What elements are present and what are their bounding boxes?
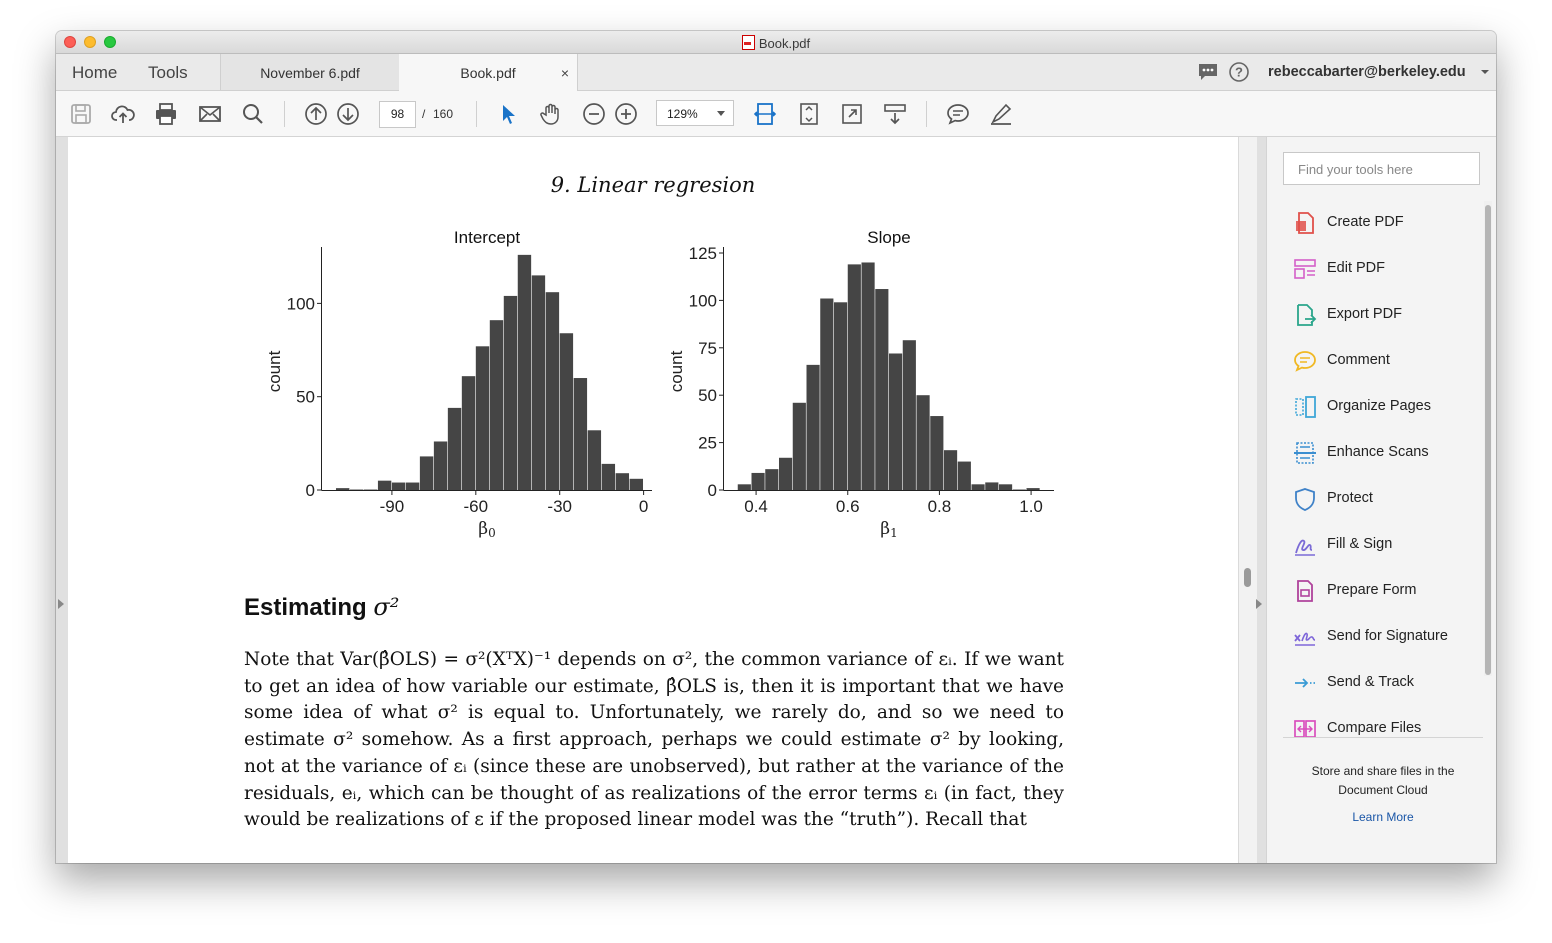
organize-pages-icon [1293, 395, 1317, 419]
histogram-bar [420, 456, 433, 490]
tool-label: Create PDF [1327, 214, 1404, 230]
tab-label: Book.pdf [460, 65, 516, 81]
tool-label: Send & Track [1327, 674, 1415, 690]
learn-more-link[interactable]: Learn More [1352, 810, 1414, 824]
cloud-text: Store and share files in the Document Cloud [1311, 764, 1455, 797]
histogram-bar [630, 479, 643, 490]
tool-send-track[interactable] [1283, 669, 1483, 697]
edit-pdf-icon [1293, 257, 1317, 281]
print-icon[interactable] [154, 102, 178, 126]
y-tick-label: 75 [698, 338, 717, 358]
nav-tools[interactable]: Tools [148, 63, 188, 82]
send-signature-icon [1293, 625, 1317, 649]
tab-book[interactable] [399, 54, 578, 91]
histogram-bar [336, 488, 349, 490]
messages-icon[interactable] [1197, 61, 1219, 83]
histogram-bar [504, 296, 517, 490]
x-axis-label: β0 [478, 519, 496, 540]
tool-prepare-form[interactable] [1283, 577, 1483, 605]
intercept-histogram [258, 227, 658, 547]
full-screen-icon[interactable] [840, 102, 864, 126]
tools-scrollbar[interactable] [1484, 201, 1492, 676]
previous-page-icon[interactable] [304, 102, 328, 126]
pdf-file-icon [742, 35, 755, 50]
y-tick-label: 100 [688, 291, 717, 311]
histogram-bar [546, 292, 559, 490]
histogram-bar [862, 262, 875, 490]
chevron-down-icon [717, 111, 725, 117]
toolbar-divider [926, 101, 927, 127]
enhance-scans-icon [1293, 441, 1317, 465]
page-separator: / [422, 107, 426, 121]
body-paragraph: Note that Var(β̂OLS) = σ²(XᵀX)⁻¹ depends on σ², the common variance of εᵢ. If we want to get an idea of how variable our estimate, β̂OLS is, then it is important that we have some idea of what σ² is equal to. Unfortunately, we rarely do, and so we need to estimate σ² somehow. As a first approach, perhaps we could estimate σ² by looking, not at the variance of εᵢ (since these are unobserved), but rather at the variance of the residuals, eᵢ, which can be thought of as realizations of the error terms εᵢ (in fact, they would be realizations of ε if the proposed linear model was the “truth”). Recall that [244, 649, 1064, 831]
export-pdf-icon [1293, 303, 1317, 327]
histogram-bar [588, 430, 601, 490]
scrollbar-thumb[interactable] [1244, 568, 1251, 587]
histogram-bar [793, 403, 806, 490]
x-axis-label: β1 [880, 519, 898, 540]
highlight-pen-icon[interactable] [989, 102, 1013, 126]
histogram-bar [560, 333, 573, 490]
toolbar-divider [476, 101, 477, 127]
window-title-text: Book.pdf [758, 36, 811, 51]
y-tick-label: 0 [305, 481, 315, 500]
histogram-bar [490, 320, 503, 490]
section-heading [244, 593, 399, 622]
tab-november-6[interactable] [220, 54, 400, 90]
zoom-in-icon[interactable] [614, 102, 638, 126]
save-icon[interactable] [69, 102, 93, 126]
histogram-bar [958, 462, 971, 490]
histogram-bar [462, 376, 475, 490]
zoom-select[interactable] [656, 100, 734, 126]
y-tick-label: 125 [688, 244, 717, 263]
histogram-bar [930, 416, 943, 490]
histogram-bar [820, 299, 833, 490]
tool-enhance-scans[interactable] [1283, 439, 1483, 467]
compare-files-icon [1293, 717, 1317, 738]
histogram-bar [602, 464, 615, 490]
title-bar [56, 31, 1496, 54]
tool-label: Compare Files [1327, 720, 1422, 736]
tool-organize-pages[interactable] [1283, 393, 1483, 421]
nav-home[interactable]: Home [72, 63, 118, 82]
document-cloud-promo [1283, 737, 1483, 824]
chart-title: Slope [867, 228, 911, 247]
histogram-bar [779, 458, 792, 490]
histogram-bar [875, 289, 888, 490]
window-title [56, 35, 1496, 51]
create-pdf-icon [1293, 211, 1317, 235]
fit-width-icon[interactable] [753, 102, 777, 126]
histogram-bar [406, 483, 419, 490]
zoom-out-icon[interactable] [582, 102, 606, 126]
tool-export-pdf[interactable] [1283, 301, 1483, 329]
histogram-bar [434, 441, 447, 490]
histogram-bar [752, 473, 765, 490]
histogram-bar [944, 450, 957, 490]
account-email[interactable]: rebeccabarter@berkeley.edu [1268, 64, 1466, 80]
histogram-bar [999, 484, 1012, 490]
send-track-icon [1293, 671, 1317, 695]
x-tick-label: 1.0 [1019, 497, 1043, 516]
tool-label: Comment [1327, 352, 1390, 368]
tool-label: Edit PDF [1327, 260, 1386, 276]
y-tick-label: 25 [698, 433, 717, 453]
hand-tool-icon[interactable] [539, 102, 563, 126]
histogram-bar [476, 346, 489, 490]
y-tick-label: 100 [286, 294, 315, 314]
histogram-bar [807, 365, 820, 490]
page-total: 160 [433, 107, 454, 121]
protect-icon [1293, 487, 1317, 511]
tool-compare-files[interactable] [1283, 715, 1483, 738]
account-dropdown-icon[interactable] [1480, 68, 1490, 76]
zoom-value: 129% [667, 107, 698, 121]
histogram-bar [765, 469, 778, 490]
histogram-bar [917, 395, 930, 490]
tab-close-icon[interactable]: × [560, 65, 569, 81]
tool-list [1283, 201, 1483, 738]
tool-create-pdf[interactable] [1283, 209, 1483, 237]
histogram-bar [518, 255, 531, 490]
scroll-mode-icon[interactable] [883, 102, 907, 126]
tool-label: Send for Signature [1327, 628, 1448, 644]
histogram-bar [616, 473, 629, 490]
tool-label: Prepare Form [1327, 582, 1417, 598]
page-number-input[interactable]: 98 [379, 101, 416, 128]
histogram-bar [392, 483, 405, 490]
svg-text:?: ? [1235, 64, 1243, 80]
histogram-bar [903, 340, 916, 490]
histogram-bar [738, 484, 751, 490]
histogram-bar [972, 484, 985, 490]
select-pointer-icon[interactable] [496, 102, 520, 126]
x-tick-label: 0 [638, 497, 649, 516]
x-tick-label: 0.6 [835, 497, 860, 516]
acrobat-window [56, 31, 1496, 863]
histogram-bar [985, 482, 998, 490]
slope-histogram [660, 227, 1060, 547]
scrollbar-thumb[interactable] [1485, 205, 1491, 675]
histogram-bar [532, 275, 545, 490]
x-tick-label: 0.8 [927, 497, 952, 516]
tools-pane [1266, 137, 1496, 863]
histogram-bar [378, 481, 391, 490]
tool-protect[interactable] [1283, 485, 1483, 513]
document-viewer[interactable] [56, 137, 1266, 863]
tool-comment[interactable] [1283, 347, 1483, 375]
comment-tool-icon[interactable] [946, 102, 970, 126]
tool-label: Fill & Sign [1327, 536, 1393, 552]
find-tools-input[interactable]: Find your tools here [1283, 152, 1480, 185]
x-tick-label: 0.4 [744, 497, 768, 516]
x-tick-label: -30 [547, 497, 573, 516]
x-tick-label: -60 [463, 497, 489, 516]
document-scrollbar[interactable] [1238, 137, 1257, 863]
comment-icon [1293, 349, 1317, 373]
section-heading-math: σ² [373, 593, 400, 621]
tool-label: Protect [1327, 490, 1373, 506]
prepare-form-icon [1293, 579, 1317, 603]
next-page-icon[interactable] [336, 102, 360, 126]
toolbar [56, 91, 1496, 137]
tool-send-for-signature[interactable] [1283, 623, 1483, 651]
tool-label: Export PDF [1327, 306, 1402, 322]
y-tick-label: 50 [296, 387, 315, 407]
toolbar-divider [284, 101, 285, 127]
histogram-bar [448, 408, 461, 490]
y-tick-label: 50 [698, 386, 717, 406]
chapter-heading: 9. Linear regresion [550, 173, 756, 197]
upload-cloud-icon[interactable] [111, 102, 135, 126]
fit-page-icon[interactable] [797, 102, 821, 126]
tab-label: November 6.pdf [260, 65, 360, 81]
chart-title: Intercept [453, 228, 521, 247]
right-panel-toggle-icon[interactable] [1256, 599, 1262, 609]
y-tick-label: 0 [707, 481, 717, 500]
histogram-bar [834, 302, 847, 490]
tool-label: Enhance Scans [1327, 444, 1429, 460]
tool-label: Organize Pages [1327, 398, 1431, 414]
y-axis-label: count [667, 350, 686, 393]
y-axis-label: count [265, 350, 284, 393]
section-heading-text: Estimating [244, 594, 367, 621]
tool-fill-sign[interactable] [1283, 531, 1483, 559]
tool-edit-pdf[interactable] [1283, 255, 1483, 283]
histogram-bar [574, 378, 587, 490]
help-icon[interactable] [1228, 61, 1250, 83]
email-icon[interactable] [198, 102, 222, 126]
x-tick-label: -90 [379, 497, 405, 516]
histogram-bar [889, 353, 902, 490]
fill-sign-icon [1293, 533, 1317, 557]
search-icon[interactable] [241, 102, 265, 126]
histogram-bar [848, 264, 861, 490]
tab-bar [56, 54, 1496, 91]
pdf-page [68, 137, 1238, 863]
left-panel-toggle-icon[interactable] [58, 599, 64, 609]
histogram-bar [1027, 488, 1040, 490]
